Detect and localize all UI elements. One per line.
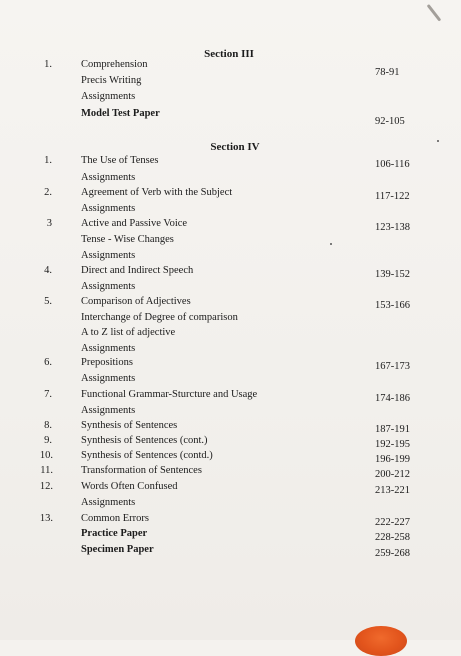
toc-number: 1.: [44, 59, 52, 70]
toc-row: [0, 154, 461, 168]
orange-sticker: [355, 626, 407, 656]
toc-title: Assignments: [81, 343, 136, 354]
toc-page-range: 92-105: [375, 116, 405, 127]
toc-title: Synthesis of Sentences (contd.): [81, 450, 213, 461]
toc-title: Assignments: [81, 373, 136, 384]
toc-page-range: 153-166: [375, 300, 410, 311]
toc-page-range: 200-212: [375, 469, 410, 480]
toc-page-range: 192-195: [375, 439, 410, 450]
toc-page-range: 174-186: [375, 393, 410, 404]
toc-title: Assignments: [81, 250, 136, 261]
toc-row: [0, 480, 461, 494]
toc-title: Assignments: [81, 405, 136, 416]
toc-title: Synthesis of Sentences (cont.): [81, 435, 208, 446]
toc-title: A to Z list of adjective: [81, 327, 176, 338]
toc-row: [0, 311, 461, 325]
toc-number: 5.: [44, 296, 52, 307]
toc-number: 7.: [44, 389, 52, 400]
toc-number: 4.: [44, 265, 52, 276]
toc-row: [0, 342, 461, 356]
toc-number: 11.: [40, 465, 53, 476]
toc-page-range: 117-122: [375, 191, 410, 202]
toc-row: [0, 527, 461, 541]
toc-page-range: 123-138: [375, 222, 410, 233]
section-iii-heading: Section III: [204, 48, 254, 60]
toc-row: [0, 67, 461, 88]
toc-title: Direct and Indirect Speech: [81, 265, 194, 276]
toc-number: 10.: [39, 450, 53, 461]
toc-title: Interchange of Degree of comparison: [81, 312, 238, 323]
toc-title: Specimen Paper: [81, 544, 154, 555]
toc-page-range: 222-227: [375, 517, 410, 528]
toc-row: [0, 512, 461, 526]
toc-row: [0, 233, 461, 247]
toc-row: [0, 202, 461, 216]
toc-title: Comprehension: [81, 59, 148, 70]
toc-number: 12.: [39, 481, 53, 492]
toc-row: [0, 264, 461, 278]
toc-row: [0, 419, 461, 433]
toc-title: Practice Paper: [81, 528, 148, 539]
toc-row: [0, 217, 461, 231]
toc-row: [0, 496, 461, 510]
toc-page-range: 228-258: [375, 532, 410, 543]
toc-row: [0, 543, 461, 557]
toc-number: 8.: [44, 420, 52, 431]
toc-title: Transformation of Sentences: [81, 465, 202, 476]
toc-page-range: 78-91: [375, 67, 400, 78]
toc-title: Agreement of Verb with the Subject: [81, 187, 233, 198]
toc-number: 6.: [44, 357, 52, 368]
toc-number: 9.: [44, 435, 52, 446]
toc-row: [0, 90, 461, 104]
section-iv-heading: Section IV: [210, 141, 260, 153]
toc-page-range: 139-152: [375, 269, 410, 280]
toc-row: [0, 464, 461, 478]
toc-row: [0, 171, 461, 185]
toc-title: Active and Passive Voice: [81, 218, 188, 229]
toc-row: [0, 434, 461, 448]
toc-title: Synthesis of Sentences: [81, 420, 178, 431]
toc-title: Assignments: [81, 281, 136, 292]
toc-title: Prepositions: [81, 357, 133, 368]
toc-page-range: 187-191: [375, 424, 410, 435]
toc-row: [0, 356, 461, 370]
toc-number: 3: [46, 218, 52, 229]
toc-title: Words Often Confused: [81, 481, 178, 492]
toc-number: 13.: [39, 513, 53, 524]
toc-row: [0, 186, 461, 200]
toc-page-range: 259-268: [375, 548, 410, 559]
toc-row: [0, 326, 461, 340]
toc-page-range: 213-221: [375, 485, 410, 496]
toc-number: 1.: [44, 155, 52, 166]
toc-number: 2.: [44, 187, 52, 198]
toc-page-range: 167-173: [375, 361, 410, 372]
toc-title: Comparison of Adjectives: [81, 296, 191, 307]
toc-title: Precis Writing: [81, 75, 142, 86]
toc-title: The Use of Tenses: [81, 155, 159, 166]
toc-page-range: 196-199: [375, 454, 410, 465]
toc-title: Assignments: [81, 203, 136, 214]
toc-title: Model Test Paper: [81, 108, 160, 119]
toc-row: [0, 280, 461, 294]
toc-row: [0, 404, 461, 418]
corner-scratch-mark: [427, 4, 442, 22]
toc-page-range: 106-116: [375, 159, 410, 170]
toc-title: Common Errors: [81, 513, 149, 524]
toc-row: [0, 449, 461, 463]
toc-row: [0, 372, 461, 386]
toc-title: Tense - Wise Changes: [81, 234, 174, 245]
toc-title: Functional Grammar-Sturcture and Usage: [81, 389, 258, 400]
toc-title: Assignments: [81, 172, 136, 183]
toc-row: [0, 388, 461, 402]
toc-row: [0, 249, 461, 263]
toc-row: [0, 111, 461, 125]
speck: [437, 140, 439, 142]
toc-title: Assignments: [81, 91, 136, 102]
toc-row: [0, 295, 461, 309]
toc-title: Assignments: [81, 497, 136, 508]
